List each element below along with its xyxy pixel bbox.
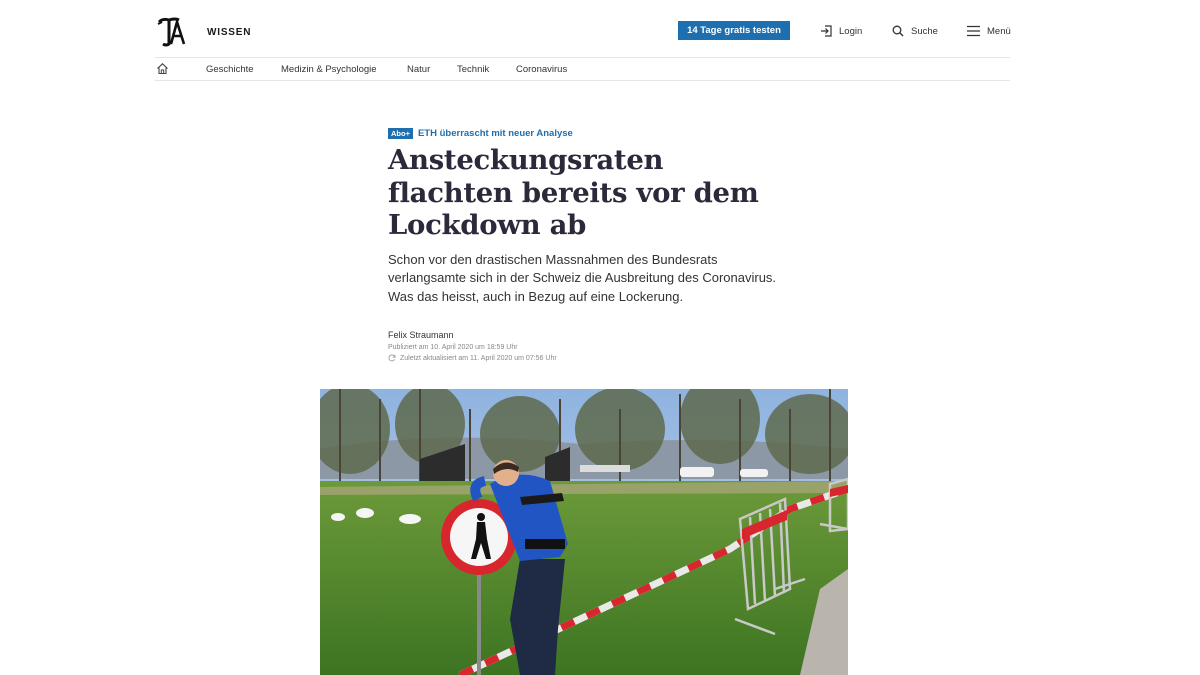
photo-police-barrier xyxy=(320,389,848,675)
nav-item-technik[interactable]: Technik xyxy=(457,64,490,75)
login-link[interactable] xyxy=(820,25,862,37)
updated-text: Zuletzt aktualisiert am 11. April 2020 um 07:56 Uhr xyxy=(400,354,557,362)
search-icon xyxy=(892,25,904,37)
article-header xyxy=(388,127,808,306)
updated-date xyxy=(388,354,557,362)
hamburger-icon xyxy=(967,25,980,37)
kicker xyxy=(388,127,808,139)
abo-badge: Abo+ xyxy=(388,128,413,139)
logo-icon xyxy=(157,16,187,48)
site-header xyxy=(155,14,1010,50)
kicker-text: ETH überrascht mit neuer Analyse xyxy=(417,127,573,139)
trial-button[interactable]: 14 Tage gratis testen xyxy=(678,21,790,40)
nav-item-coronavirus[interactable]: Coronavirus xyxy=(516,64,568,75)
published-date: Publiziert am 10. April 2020 um 18:59 Uhr xyxy=(388,344,518,351)
menu-label: Menü xyxy=(987,25,1011,37)
nav-item-medizin-psychologie[interactable]: Medizin & Psychologie xyxy=(281,64,377,75)
home-icon xyxy=(156,62,169,75)
article-lead: Schon vor den drastischen Massnahmen des Bundesrats verlangsamte sich in der Schweiz die Ausbreitung des Coronavirus. Was das heisst, auch in Bezug auf eine Lockerung. xyxy=(388,251,777,304)
menu-button[interactable] xyxy=(967,25,1011,37)
section-nav xyxy=(155,57,1010,81)
logo[interactable] xyxy=(157,16,187,48)
search-label: Suche xyxy=(911,25,938,37)
refresh-icon xyxy=(388,354,396,362)
nav-item-natur[interactable]: Natur xyxy=(407,64,431,75)
nav-item-geschichte[interactable]: Geschichte xyxy=(206,64,254,75)
section-name[interactable]: WISSEN xyxy=(207,27,252,38)
article-headline: Ansteckungsraten flachten bereits vor dem Lockdown ab xyxy=(388,144,759,241)
search-link[interactable] xyxy=(892,25,938,37)
login-icon xyxy=(820,25,832,37)
article-photo[interactable] xyxy=(320,389,848,675)
login-label: Login xyxy=(839,25,863,37)
home-link[interactable] xyxy=(156,62,169,80)
author-name[interactable]: Felix Straumann xyxy=(388,330,454,340)
